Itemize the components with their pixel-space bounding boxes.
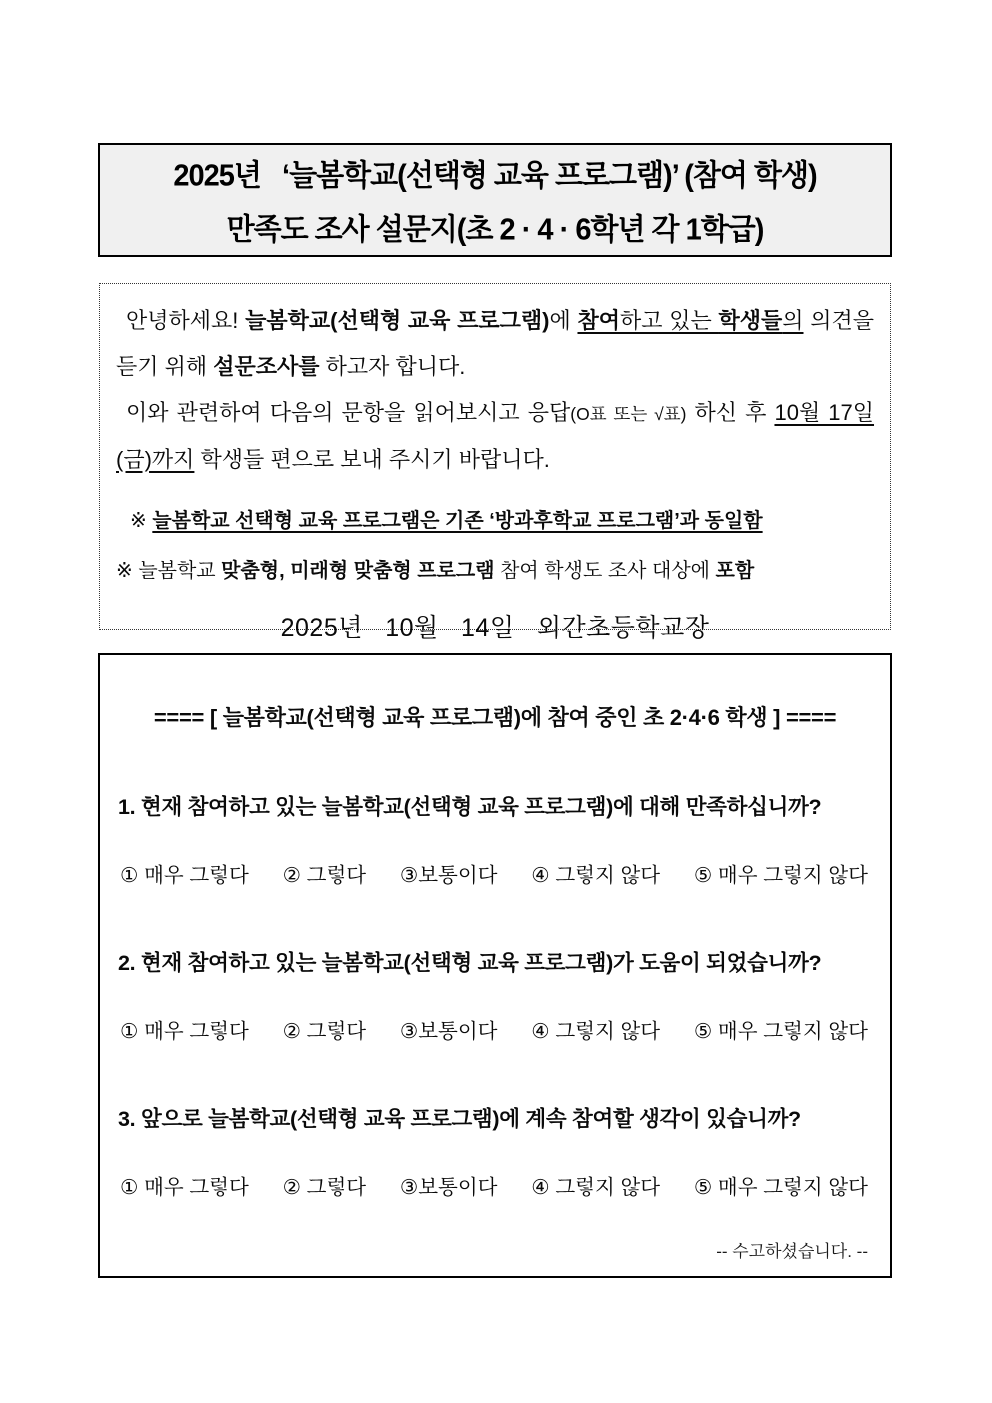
question-block-1 — [118, 732, 872, 888]
question-1-option-4: ④ 그렇지 않다 — [531, 864, 661, 887]
question-2-text: 2. 현재 참여하고 있는 늘봄학교(선택형 교육 프로그램)가 도움이 되었습니까? — [118, 951, 822, 975]
note-program-equivalence: ※ 늘봄학교 선택형 교육 프로그램은 기존 ‘방과후학교 프로그램’과 동일함 — [130, 510, 763, 532]
question-1-option-5: ⑤ 매우 그렇지 않다 — [693, 864, 868, 887]
question-2-option-4: ④ 그렇지 않다 — [531, 1020, 661, 1043]
question-2-option-1: ① 매우 그렇다 — [120, 1020, 249, 1043]
notice-box — [99, 283, 891, 642]
question-3-option-5: ⑤ 매우 그렇지 않다 — [693, 1176, 868, 1199]
question-block-2 — [118, 888, 872, 1044]
question-3-option-3: ③보통이다 — [399, 1176, 498, 1199]
question-1-option-2: ② 그렇다 — [282, 864, 367, 887]
date-signature-line: 2025년 10월 14일 외간초등학교장 — [280, 614, 710, 642]
title-box — [98, 143, 892, 257]
question-block-3 — [118, 1044, 872, 1200]
survey-box — [98, 653, 892, 1278]
question-1-text: 1. 현재 참여하고 있는 늘봄학교(선택형 교육 프로그램)에 대해 만족하십니까? — [118, 795, 822, 819]
question-3-option-2: ② 그렇다 — [282, 1176, 367, 1199]
greeting-paragraph: 안녕하세요! 늘봄학교(선택형 교육 프로그램)에 참여하고 있는 학생들의 의견을 듣기 위해 설문조사를 하고자 합니다. — [116, 308, 874, 379]
question-1-options — [118, 858, 872, 888]
instruction-paragraph: 이와 관련하여 다음의 문항을 읽어보시고 응답(O표 또는 √표) 하신 후 10월 17일(금)까지 학생들 편으로 보내 주시기 바랍니다. — [116, 400, 875, 472]
question-3-text: 3. 앞으로 늘봄학교(선택형 교육 프로그램)에 계속 참여할 생각이 있습니까? — [118, 1107, 801, 1131]
question-3-options — [118, 1170, 872, 1200]
question-1-option-3: ③보통이다 — [399, 864, 498, 887]
document-title-line2: 만족도 조사 설문지(초 2 · 4 · 6학년 각 1학급) — [226, 212, 764, 247]
note-included-students: ※ 늘봄학교 맞춤형, 미래형 맞춤형 프로그램 참여 학생도 조사 대상에 포함 — [116, 560, 755, 582]
question-2-option-3: ③보통이다 — [399, 1020, 498, 1043]
question-3-option-1: ① 매우 그렇다 — [120, 1176, 249, 1199]
question-2-options — [118, 1014, 872, 1044]
question-2-option-5: ⑤ 매우 그렇지 않다 — [693, 1020, 868, 1043]
survey-section-header: ==== [ 늘봄학교(선택형 교육 프로그램)에 참여 중인 초 2·4·6 학생 ] ==== — [153, 705, 837, 730]
question-2-option-2: ② 그렇다 — [282, 1020, 367, 1043]
question-3-option-4: ④ 그렇지 않다 — [531, 1176, 661, 1199]
survey-footer-thanks: -- 수고하셨습니다. -- — [716, 1242, 868, 1261]
document-title-line1: 2025년 ‘늘봄학교(선택형 교육 프로그램)’ (참여 학생) — [173, 158, 817, 193]
question-1-option-1: ① 매우 그렇다 — [120, 864, 249, 887]
